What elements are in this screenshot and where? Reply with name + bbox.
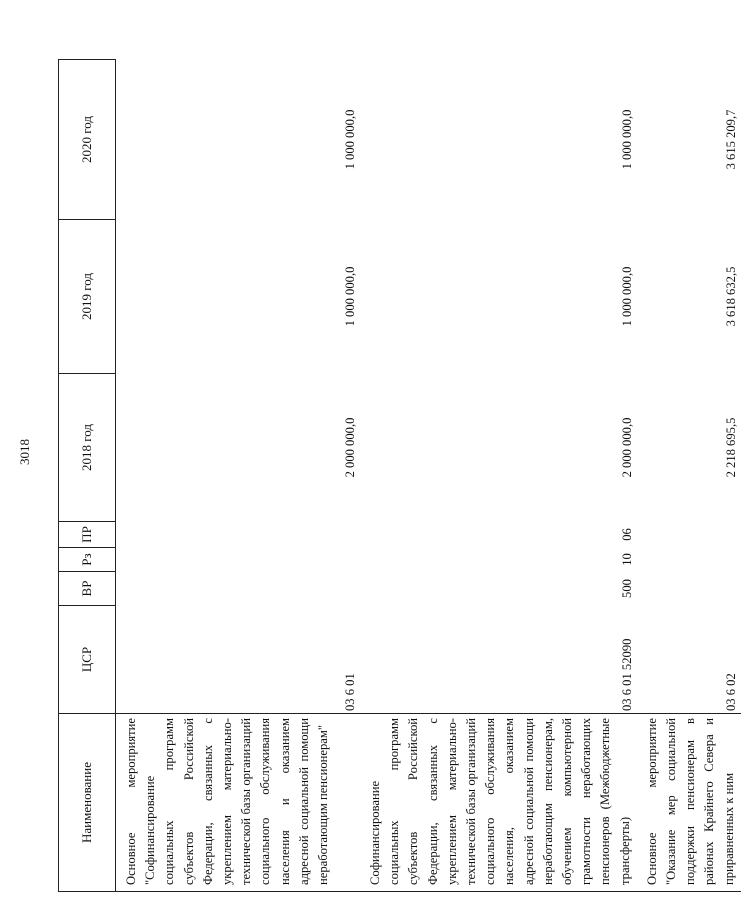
header-csr: ЦСР <box>59 606 116 714</box>
row-2018: 2 000 000,0 <box>343 417 357 478</box>
header-vr: ВР <box>59 572 116 606</box>
page-number: 3018 <box>17 439 32 465</box>
row-csr: 03 6 02 <box>723 673 738 711</box>
table-row <box>360 60 637 892</box>
header-name: Наименование <box>59 714 116 892</box>
header-rz: Рз <box>59 548 116 572</box>
row-rz <box>637 548 741 572</box>
table-row <box>116 60 361 892</box>
rotated-table-frame <box>58 60 738 892</box>
row-2019: 3 618 632,5 <box>723 266 738 327</box>
row-vr: 500 <box>619 579 634 598</box>
row-name: Софинансирование социальных программ субъектов Российской Федерации, связанных с укреплением материально-технической базы организаций социального обслуживания населения, оказанием адресной социальной помощи неработающим пенсионерам, обучением компьютерной грамотности неработающих пенсионеров (Межбюджетные трансферты) <box>360 714 637 892</box>
row-pr <box>116 522 361 548</box>
row-2020: 1 000 000,0 <box>619 109 634 170</box>
row-vr <box>637 572 741 606</box>
budget-table-container <box>58 60 738 892</box>
row-vr <box>116 572 361 606</box>
row-2019: 1 000 000,0 <box>619 266 634 327</box>
row-rz: 10 <box>619 553 634 566</box>
row-2018: 2 218 695,5 <box>723 417 738 478</box>
row-2018: 2 000 000,0 <box>619 417 634 478</box>
row-pr: 06 <box>619 528 634 541</box>
row-rz <box>116 548 361 572</box>
header-2019: 2019 год <box>59 220 116 374</box>
row-2020: 1 000 000,0 <box>343 109 357 170</box>
table-row <box>637 60 741 892</box>
row-pr <box>637 522 741 548</box>
header-2018: 2018 год <box>59 374 116 522</box>
row-name: Основное мероприятие "Софинансирование социальных программ субъектов Российской Федерации, связанных с укреплением материально-технической базы организаций социального обслуживания населения и оказанием адресной социальной помощи неработающим пенсионерам" <box>116 714 361 892</box>
header-pr: ПР <box>59 522 116 548</box>
budget-table <box>58 59 741 892</box>
row-name: Основное мероприятие "Оказание мер социальной поддержки пенсионерам в районах Крайнего Севера и приравненных к ним <box>637 714 741 892</box>
row-csr: 03 6 01 <box>343 673 357 711</box>
row-2019: 1 000 000,0 <box>343 266 357 327</box>
row-csr: 03 6 01 52090 <box>619 638 634 711</box>
header-2020: 2020 год <box>59 60 116 220</box>
row-2020: 3 615 209,7 <box>723 109 738 170</box>
table-header-row <box>59 60 116 892</box>
